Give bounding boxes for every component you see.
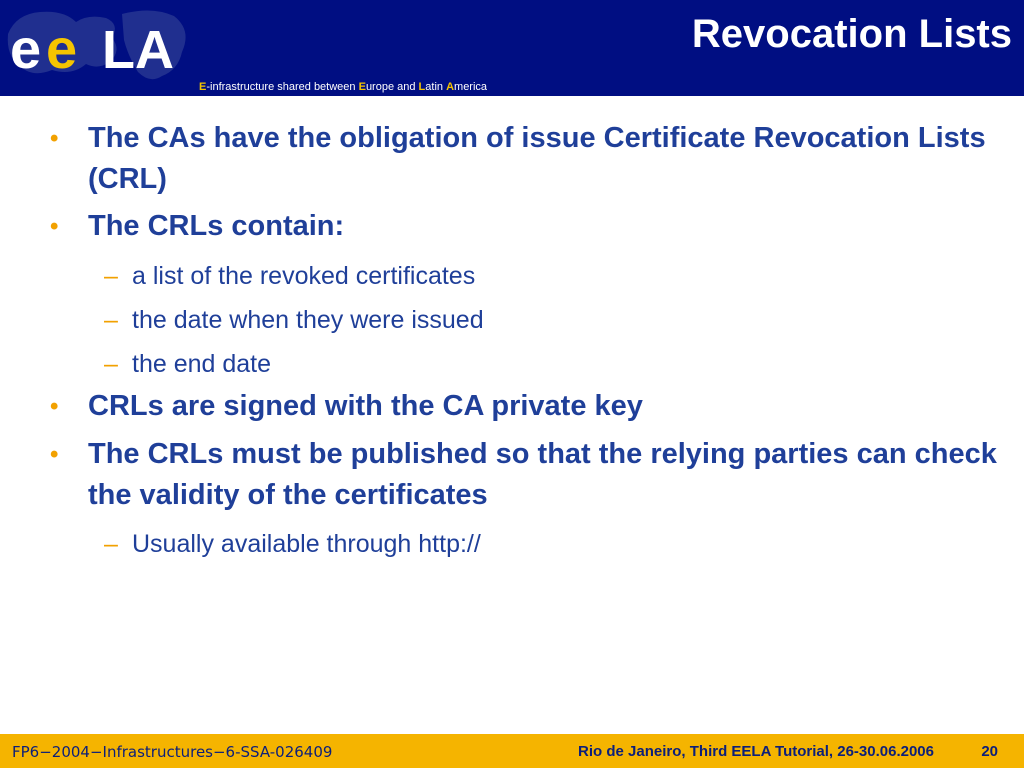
header-bar [0, 0, 1024, 96]
bullet-text: the end date [132, 350, 272, 378]
sub-bullet-item [0, 254, 1010, 298]
footer-event: Rio de Janeiro, Third EELA Tutorial, 26-30.06.2006 [578, 743, 934, 760]
bullet-text: The CRLs contain: [88, 210, 345, 242]
svg-text:e: e [10, 17, 42, 80]
svg-text:LA: LA [102, 20, 174, 80]
bullet-item [0, 118, 1010, 200]
bullet-marker: • [50, 393, 59, 420]
bullet-text: Usually available through http:// [132, 530, 481, 558]
bullet-item [0, 386, 1010, 427]
dash-marker: – [104, 350, 118, 378]
dash-marker: – [104, 530, 118, 558]
dash-marker: – [104, 262, 118, 290]
bullet-item [0, 206, 1010, 247]
sub-bullet-item [0, 342, 1010, 386]
bullet-marker: • [50, 213, 59, 240]
tagline-segment: L [418, 81, 426, 93]
bullet-marker: • [50, 125, 59, 152]
page-title: Revocation Lists [691, 12, 1012, 56]
bullet-text: the date when they were issued [132, 306, 484, 334]
bullet-text: a list of the revoked certificates [132, 262, 476, 290]
tagline-segment: urope and [365, 81, 419, 93]
page-number: 20 [981, 743, 998, 760]
bullet-item [0, 434, 1010, 516]
tagline-segment: -infrastructure shared between [206, 81, 359, 93]
footer-project: FP6−2004−Infrastructures−6-SSA-026409 [12, 743, 333, 761]
tagline-segment: A [446, 81, 455, 93]
sub-bullet-item [0, 522, 1010, 566]
tagline [199, 80, 487, 94]
bullet-text: The CRLs must be published so that the relying parties can check the validity of the certificates [88, 438, 997, 511]
tagline-segment: E [358, 81, 366, 93]
footer-bar [0, 734, 1024, 768]
bullet-text: CRLs are signed with the CA private key [88, 390, 643, 422]
tagline-segment: E [199, 81, 207, 93]
dash-marker: – [104, 306, 118, 334]
svg-text:e: e [46, 17, 78, 80]
bullet-text: The CAs have the obligation of issue Certificate Revocation Lists (CRL) [88, 122, 986, 195]
sub-bullet-item [0, 298, 1010, 342]
tagline-segment: merica [454, 81, 488, 93]
tagline-segment: atin [425, 81, 447, 93]
slide-content [0, 96, 1024, 726]
bullet-marker: • [50, 441, 59, 468]
eela-logo-icon [2, 4, 198, 88]
